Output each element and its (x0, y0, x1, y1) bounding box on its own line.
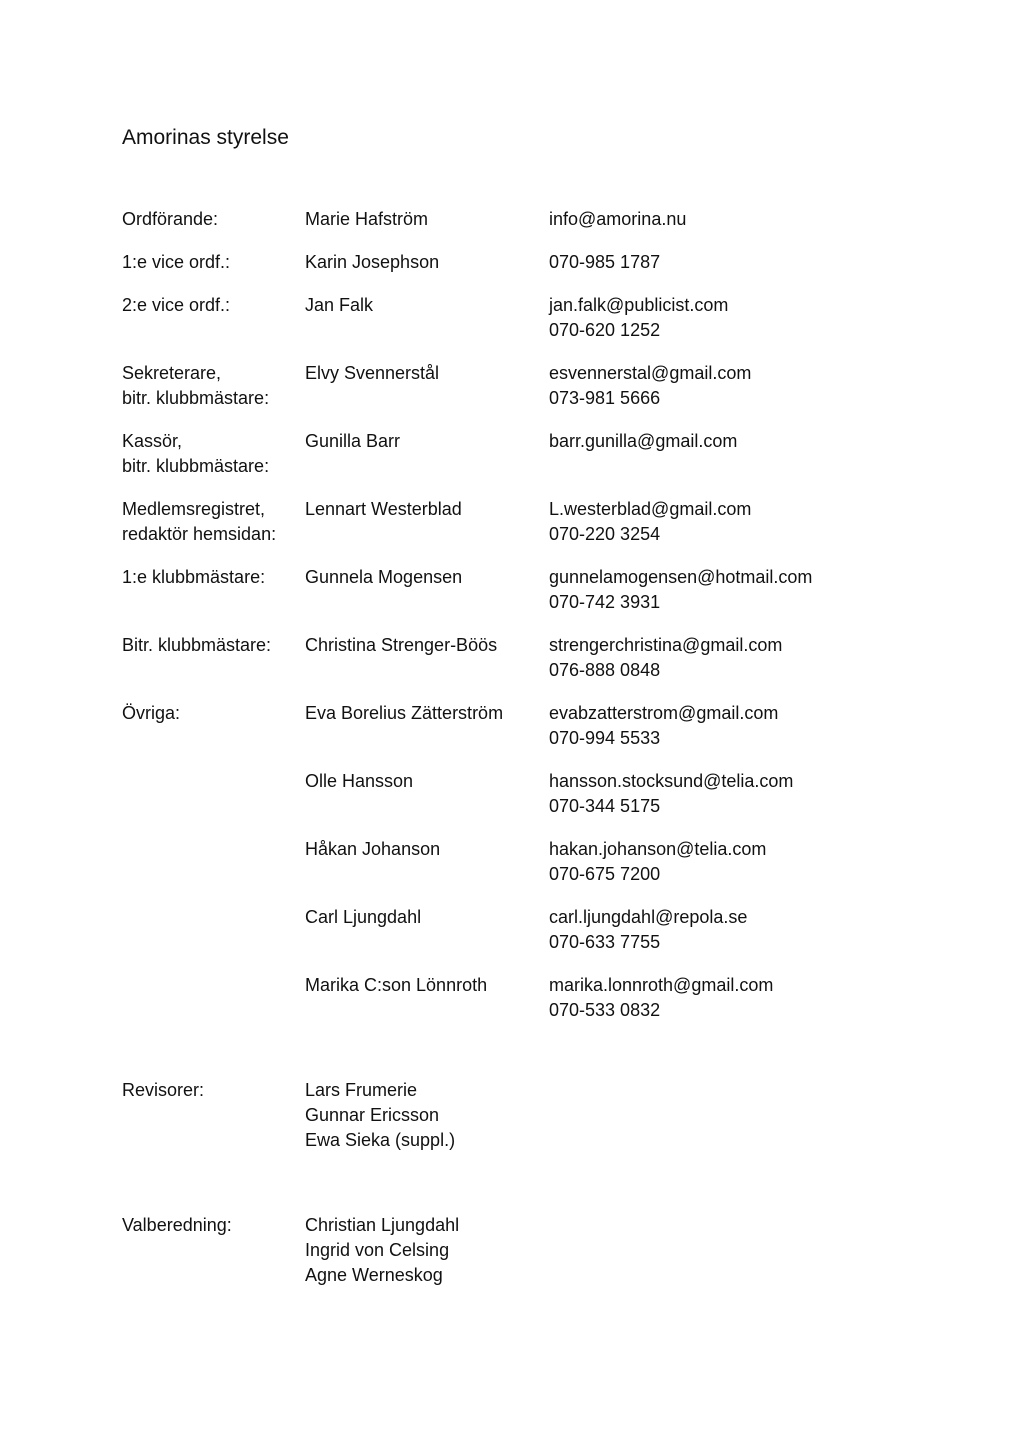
board-role (122, 633, 305, 683)
board-list (122, 207, 902, 1041)
contact-line: info@amorina.nu (549, 209, 687, 229)
page-title: Amorinas styrelse (122, 126, 289, 149)
board-member-name: Lennart Westerblad (305, 499, 462, 519)
board-member-name: Carl Ljungdahl (305, 907, 422, 927)
contact-line: barr.gunilla@gmail.com (549, 431, 738, 451)
board-contact (549, 250, 889, 275)
board-contact (549, 293, 889, 343)
board-role (122, 837, 305, 887)
role-line: 2:e vice ordf.: (122, 295, 231, 315)
board-contact (549, 497, 889, 547)
role-line: 1:e vice ordf.: (122, 252, 231, 272)
role-line: bitr. klubbmästare: (122, 456, 270, 476)
board-member-name: Gunnela Mogensen (305, 567, 463, 587)
board-row (122, 207, 902, 232)
revisor-name: Ewa Sieka (suppl.) (305, 1130, 456, 1150)
revisor-name: Lars Frumerie (305, 1080, 418, 1100)
contact-line: 070-533 0832 (549, 1000, 661, 1020)
board-row (122, 293, 902, 343)
board-row (122, 497, 902, 547)
board-role (122, 769, 305, 819)
board-row (122, 429, 902, 479)
role-line: Medlemsregistret, (122, 499, 266, 519)
board-row (122, 250, 902, 275)
valberedning-names (305, 1213, 549, 1288)
contact-line: 070-620 1252 (549, 320, 661, 340)
board-role (122, 497, 305, 547)
revisorer-section (122, 1078, 549, 1153)
board-contact (549, 701, 889, 751)
board-contact (549, 837, 889, 887)
valberedning-name: Ingrid von Celsing (305, 1240, 450, 1260)
contact-line: hansson.stocksund@telia.com (549, 771, 794, 791)
contact-line: strengerchristina@gmail.com (549, 635, 783, 655)
board-member-name: Håkan Johanson (305, 839, 441, 859)
contact-line: 073-981 5666 (549, 388, 661, 408)
board-member-name: Marie Hafström (305, 209, 429, 229)
board-contact (549, 769, 889, 819)
contact-line: 070-220 3254 (549, 524, 661, 544)
revisorer-names (305, 1078, 549, 1153)
board-row (122, 905, 902, 955)
board-role (122, 361, 305, 411)
board-role (122, 565, 305, 615)
board-member-name: Eva Borelius Zätterström (305, 703, 504, 723)
revisor-name: Gunnar Ericsson (305, 1105, 440, 1125)
valberedning-name: Christian Ljungdahl (305, 1215, 460, 1235)
contact-line: 070-985 1787 (549, 252, 661, 272)
contact-line: 070-633 7755 (549, 932, 661, 952)
contact-line: evabzatterstrom@gmail.com (549, 703, 779, 723)
board-role (122, 973, 305, 1023)
role-line: Övriga: (122, 703, 181, 723)
revisorer-label: Revisorer: (122, 1080, 205, 1100)
board-contact (549, 633, 889, 683)
board-member-name: Gunilla Barr (305, 431, 401, 451)
board-row (122, 361, 902, 411)
board-contact (549, 973, 889, 1023)
board-contact (549, 361, 889, 411)
contact-line: 070-344 5175 (549, 796, 661, 816)
board-row (122, 973, 902, 1023)
board-contact (549, 565, 889, 615)
role-line: Bitr. klubbmästare: (122, 635, 272, 655)
contact-line: 070-742 3931 (549, 592, 661, 612)
board-row (122, 769, 902, 819)
board-member-name: Jan Falk (305, 295, 374, 315)
board-member-name: Christina Strenger-Böös (305, 635, 498, 655)
board-role (122, 250, 305, 275)
board-contact (549, 429, 889, 479)
board-member-name: Marika C:son Lönnroth (305, 975, 488, 995)
board-role (122, 905, 305, 955)
role-line: Ordförande: (122, 209, 219, 229)
contact-line: hakan.johanson@telia.com (549, 839, 767, 859)
contact-line: L.westerblad@gmail.com (549, 499, 752, 519)
contact-line: marika.lonnroth@gmail.com (549, 975, 774, 995)
valberedning-label: Valberedning: (122, 1215, 232, 1235)
board-member-name: Karin Josephson (305, 252, 440, 272)
board-role (122, 207, 305, 232)
role-line: bitr. klubbmästare: (122, 388, 270, 408)
role-line: Kassör, (122, 431, 183, 451)
board-row (122, 565, 902, 615)
contact-line: 070-675 7200 (549, 864, 661, 884)
board-member-name: Elvy Svennerstål (305, 363, 440, 383)
contact-line: carl.ljungdahl@repola.se (549, 907, 748, 927)
board-role (122, 429, 305, 479)
board-contact (549, 905, 889, 955)
valberedning-section (122, 1213, 549, 1288)
contact-line: 070-994 5533 (549, 728, 661, 748)
board-member-name: Olle Hansson (305, 771, 414, 791)
board-row (122, 633, 902, 683)
role-line: Sekreterare, (122, 363, 222, 383)
board-row (122, 837, 902, 887)
role-line: redaktör hemsidan: (122, 524, 277, 544)
contact-line: jan.falk@publicist.com (549, 295, 729, 315)
valberedning-name: Agne Werneskog (305, 1265, 443, 1285)
board-role (122, 701, 305, 751)
board-row (122, 701, 902, 751)
contact-line: gunnelamogensen@hotmail.com (549, 567, 813, 587)
role-line: 1:e klubbmästare: (122, 567, 266, 587)
board-contact (549, 207, 889, 232)
contact-line: 076-888 0848 (549, 660, 661, 680)
contact-line: esvennerstal@gmail.com (549, 363, 752, 383)
board-role (122, 293, 305, 343)
